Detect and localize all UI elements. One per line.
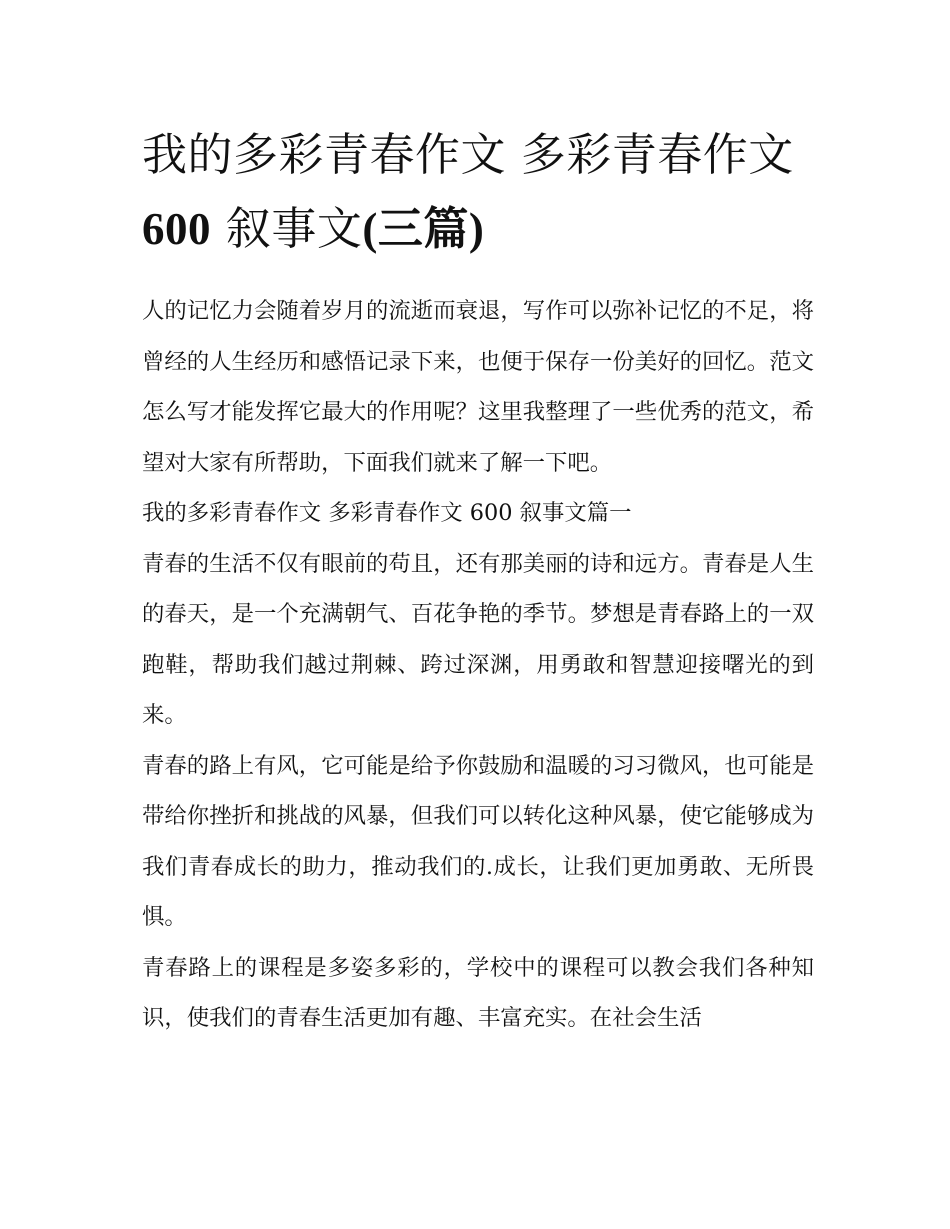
title-number: 600 <box>142 204 211 254</box>
title-count: (三篇) <box>362 204 485 254</box>
title-genre: 叙事文 <box>225 202 363 255</box>
body-paragraph: 青春的路上有风，它可能是给予你鼓励和温暖的习习微风，也可能是带给你挫折和挑战的风暴，但我们可以转化这种风暴，使它能够成为我们青春成长的助力，推动我们的.成长，让我们更加勇敢、无所畏惧。 <box>142 752 814 930</box>
title-text: 我的多彩青春作文 多彩青春作文 <box>142 128 794 181</box>
document-body <box>142 118 814 1044</box>
document-title <box>142 118 814 266</box>
intro-paragraph: 人的记忆力会随着岁月的流逝而衰退，写作可以弥补记忆的不足，将曾经的人生经历和感悟记录下来，也便于保存一份美好的回忆。范文怎么写才能发挥它最大的作用呢？这里我整理了一些优秀的范文，希望对大家有所帮助，下面我们就来了解一下吧。 <box>142 298 814 476</box>
section-heading: 我的多彩青春作文 多彩青春作文 600 叙事文篇一 <box>142 500 632 526</box>
body-paragraph: 青春的生活不仅有眼前的苟且，还有那美丽的诗和远方。青春是人生的春天，是一个充满朝气、百花争艳的季节。梦想是青春路上的一双跑鞋，帮助我们越过荆棘、跨过深渊，用勇敢和智慧迎接曙光的到来。 <box>142 550 814 728</box>
body-paragraph: 青春路上的课程是多姿多彩的，学校中的课程可以教会我们各种知识，使我们的青春生活更加有趣、丰富充实。在社会生活 <box>142 954 814 1031</box>
